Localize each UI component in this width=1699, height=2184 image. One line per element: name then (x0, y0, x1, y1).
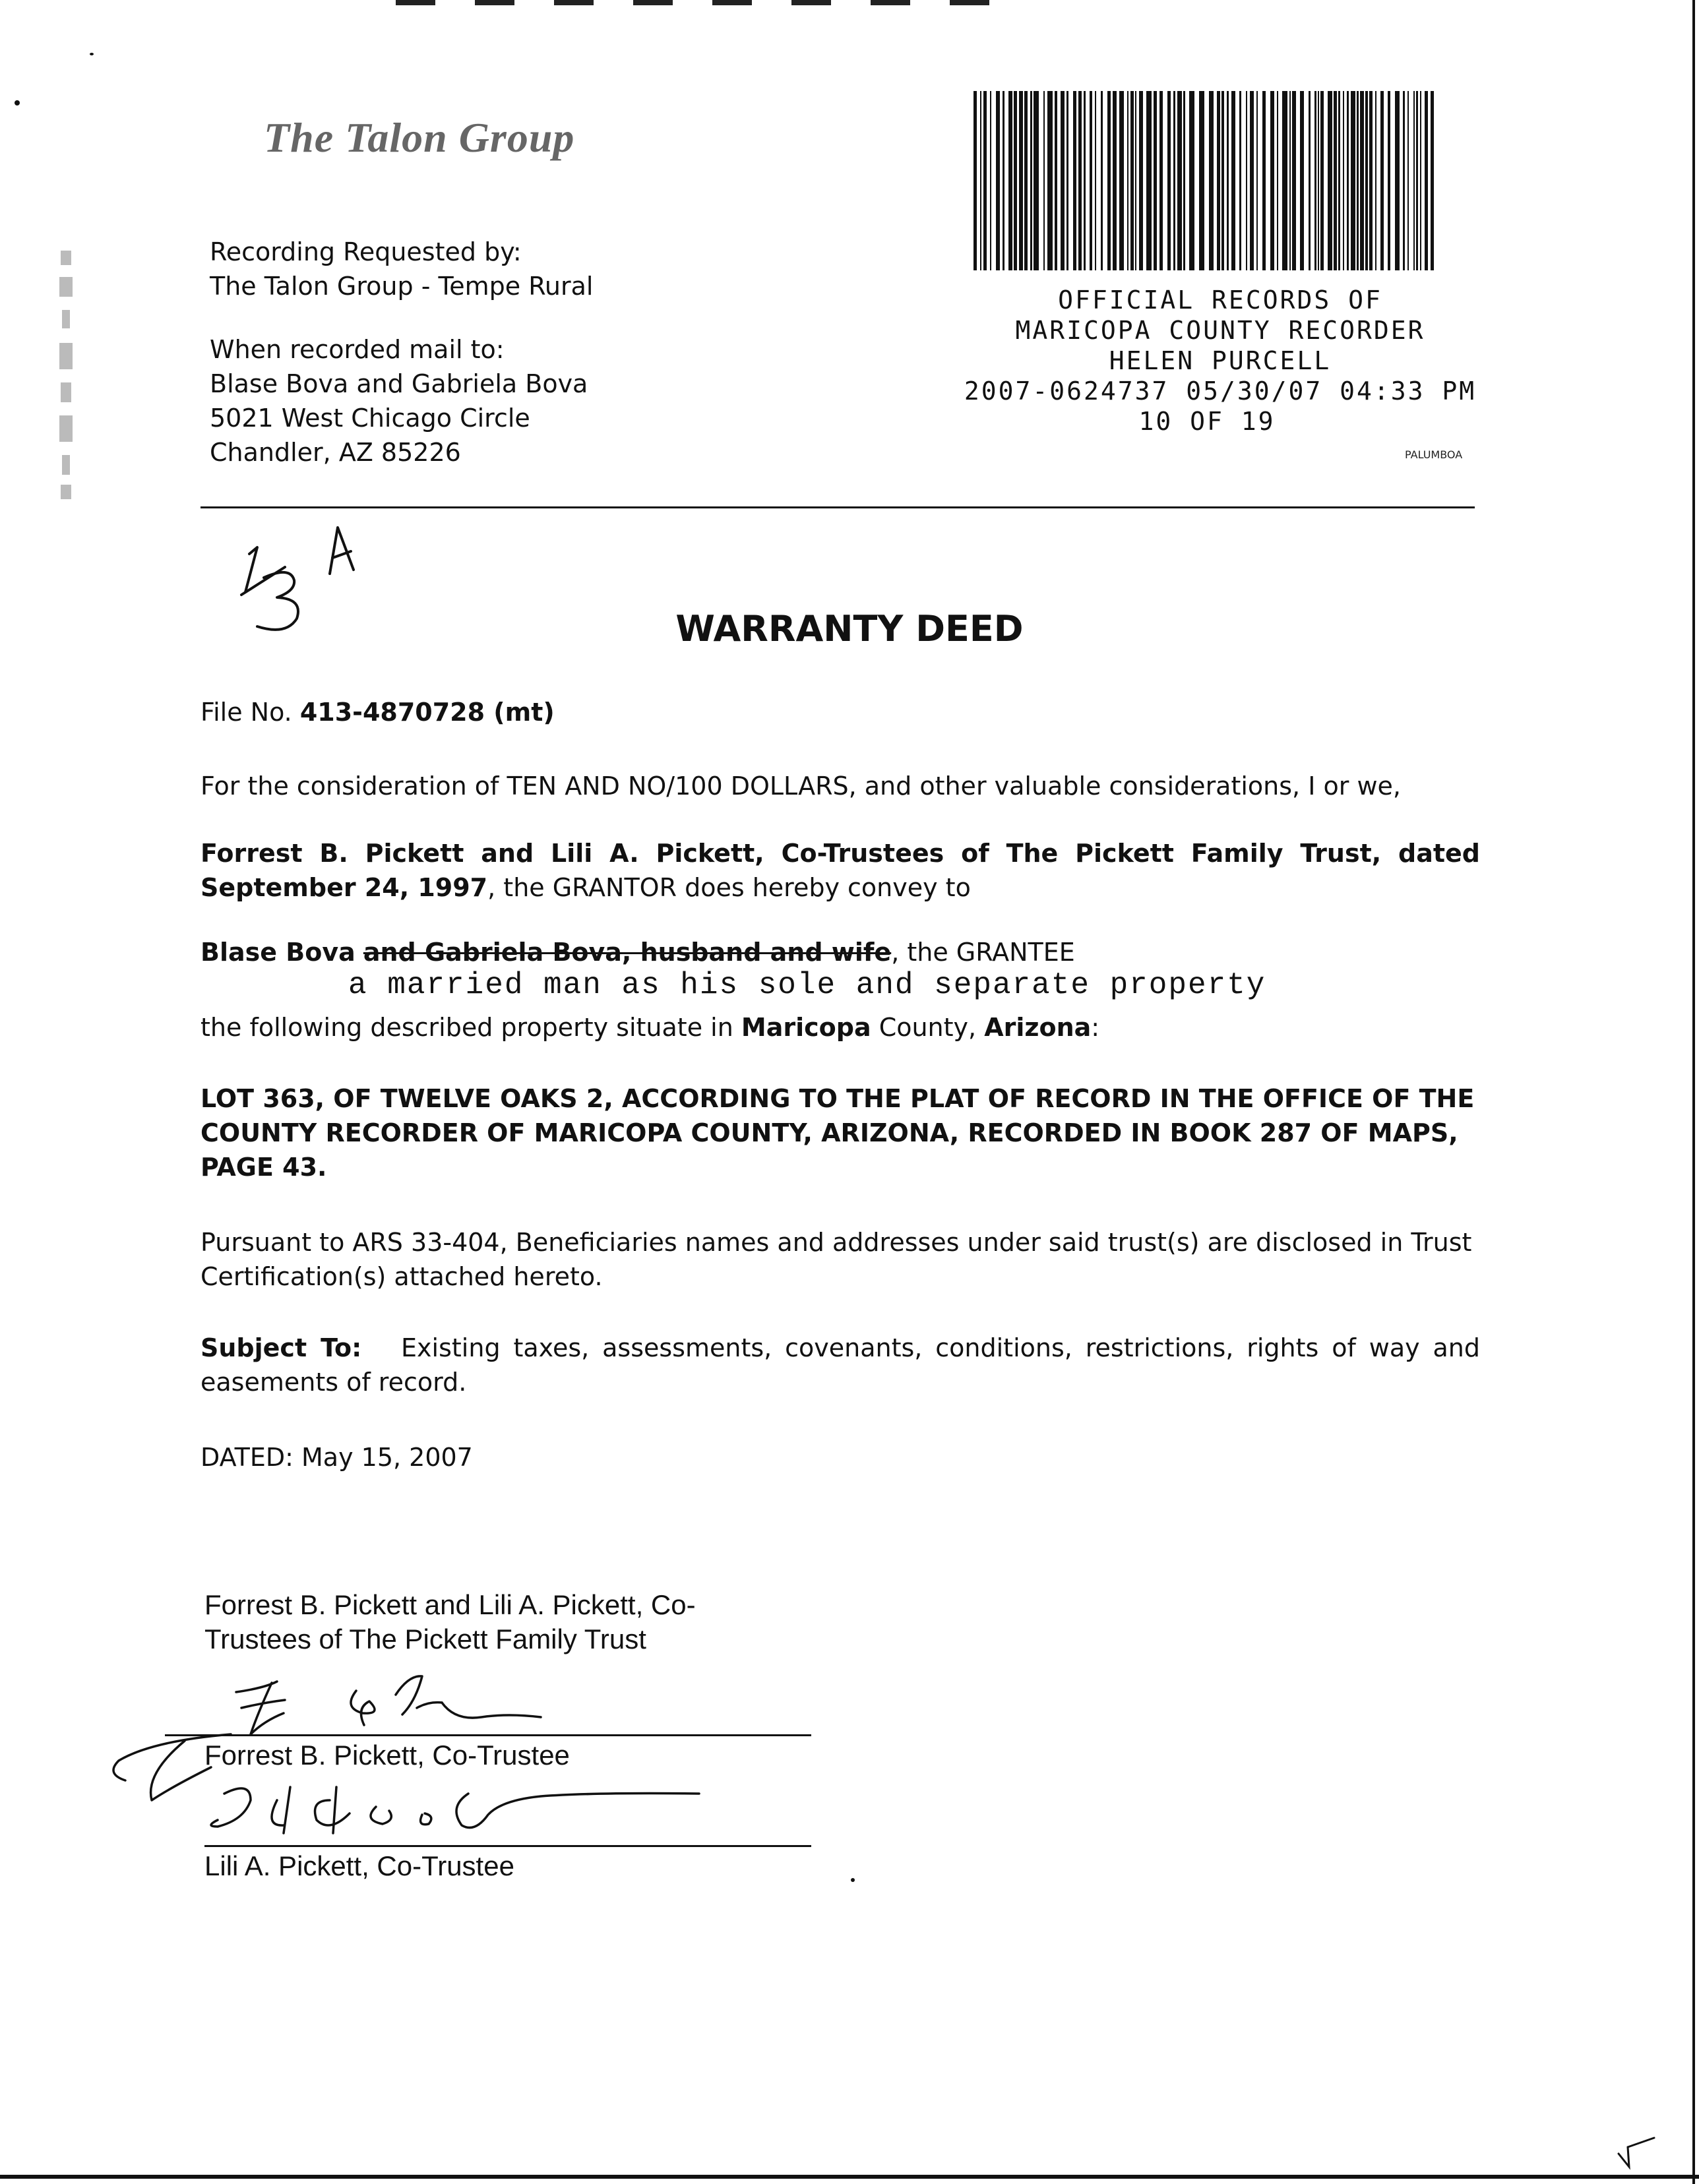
barcode-bar (1420, 91, 1421, 270)
page-border-right (1692, 0, 1695, 2184)
signer-2-name: Lili A. Pickett, Co-Trustee (204, 1850, 514, 1881)
barcode-bar (1024, 91, 1028, 270)
recording-info-block (210, 235, 593, 470)
mail-to-name: Blase Bova and Gabriela Bova (210, 369, 588, 398)
barcode-bar (1231, 91, 1235, 270)
barcode-bar (1119, 91, 1124, 270)
grantor-paragraph (201, 836, 1480, 905)
grantee-typed-vesting: a married man as his sole and separate property (348, 968, 1266, 1002)
barcode-bar (1189, 91, 1194, 270)
county-word: County, (879, 1013, 977, 1042)
signature-block-heading-1: Forrest B. Pickett and Lili A. Pickett, Co- (204, 1589, 696, 1620)
barcode-bar (1154, 91, 1157, 270)
barcode-bar (1270, 91, 1274, 270)
page-border-bottom (0, 2175, 1699, 2179)
barcode-bar (1183, 91, 1185, 270)
barcode-bar (1289, 91, 1291, 270)
barcode-bar (1403, 91, 1405, 270)
barcode-bar (983, 91, 987, 270)
property-intro-text: the following described property situate in (201, 1013, 733, 1042)
barcode-bar (1167, 91, 1171, 270)
recorder-stamp (923, 285, 1517, 437)
grantee-line (201, 935, 1480, 969)
mail-to-label: When recorded mail to: (210, 335, 505, 364)
barcode-bar (1300, 91, 1304, 270)
barcode-bar (1395, 91, 1400, 270)
barcode-bar (1431, 91, 1434, 270)
barcode-bar (1343, 91, 1344, 270)
barcode-bar (1357, 91, 1359, 270)
grantor-name: Forrest B. Pickett and Lili A. Pickett, Co-Trustees of The Pickett Family Trust, dated September 24, 1997 (201, 839, 1480, 902)
recording-barcode (973, 91, 1440, 270)
pursuant-paragraph: Pursuant to ARS 33-404, Beneficiaries names and addresses under said trust(s) are disclosed in Trust Certification(s) attached hereto. (201, 1228, 1472, 1291)
barcode-bar (1135, 91, 1136, 270)
barcode-bar (1199, 91, 1204, 270)
recorder-line-5: 10 OF 19 (1138, 407, 1276, 436)
barcode-bar (1073, 91, 1076, 270)
barcode-bar (1014, 91, 1017, 270)
barcode-bar (1146, 91, 1152, 270)
barcode-bar (1139, 91, 1143, 270)
property-intro: the following described property situate in Maricopa County, Arizona: (201, 1013, 1100, 1042)
county-name: Maricopa (741, 1013, 871, 1042)
legal-description: LOT 363, OF TWELVE OAKS 2, ACCORDING TO THE PLAT OF RECORD IN THE OFFICE OF THE COUNTY RECORDER OF MARICOPA COUNTY, ARIZONA, RECORDED IN BOOK 287 OF MAPS, PAGE 43. (201, 1084, 1475, 1182)
recording-requested-label: Recording Requested by: (210, 237, 522, 266)
barcode-bar (1314, 91, 1316, 270)
subject-to-label: Subject To: (201, 1333, 362, 1362)
barcode-bar (1334, 91, 1337, 270)
barcode-bar (1066, 91, 1068, 270)
margin-stamp-mark (53, 251, 79, 501)
signer-1-name: Forrest B. Pickett, Co-Trustee (204, 1740, 570, 1771)
barcode-bar (1347, 91, 1349, 270)
barcode-bar (1282, 91, 1287, 270)
grantee-name: Blase Bova (201, 938, 355, 967)
barcode-bar (1338, 91, 1340, 270)
barcode-bar (1246, 91, 1247, 270)
barcode-bar (1113, 91, 1117, 270)
barcode-bar (1360, 91, 1364, 270)
barcode-bar (1101, 91, 1103, 270)
barcode-bar (1061, 91, 1065, 270)
barcode-bar (1227, 91, 1229, 270)
barcode-bar (980, 91, 981, 270)
barcode-bar (1369, 91, 1373, 270)
file-number-label: File No. (201, 698, 292, 727)
document-title: WARRANTY DEED (675, 608, 1024, 650)
scan-speck (15, 100, 20, 106)
recorder-line-4: 2007-0624737 05/30/07 04:33 PM (964, 377, 1477, 406)
barcode-bar (1277, 91, 1278, 270)
barcode-bar (1019, 91, 1023, 270)
barcode-bar (1107, 91, 1111, 270)
signature-lili-pickett (198, 1774, 712, 1846)
barcode-bar (1351, 91, 1355, 270)
barcode-bar (1318, 91, 1319, 270)
barcode-bar (1177, 91, 1182, 270)
barcode-bar (1095, 91, 1096, 270)
scan-speck (851, 1878, 855, 1882)
grantee-tail: , the GRANTEE (891, 938, 1075, 967)
mail-to-street: 5021 West Chicago Circle (210, 404, 530, 433)
barcode-bar (1328, 91, 1332, 270)
barcode-bar (1030, 91, 1032, 270)
consideration-paragraph: For the consideration of TEN AND NO/100 DOLLARS, and other valuable considerations, I or we, (201, 772, 1401, 801)
recording-requested-by: The Talon Group - Tempe Rural (210, 272, 594, 301)
barcode-bar (1055, 91, 1057, 270)
grantee-struck-text: and Gabriela Bova, husband and wife (363, 938, 892, 967)
barcode-bar (1003, 91, 1004, 270)
barcode-bar (973, 91, 977, 270)
barcode-bar (1008, 91, 1012, 270)
barcode-bar (1407, 91, 1409, 270)
barcode-bar (1047, 91, 1053, 270)
subject-to-text: Existing taxes, assessments, covenants, conditions, restrictions, rights of way and easements of record. (201, 1333, 1480, 1397)
recorder-line-2: MARICOPA COUNTY RECORDER (1015, 316, 1425, 345)
barcode-bar (1425, 91, 1428, 270)
header-divider (201, 506, 1475, 508)
barcode-bar (1413, 91, 1415, 270)
barcode-bar (1375, 91, 1376, 270)
barcode-bar (1292, 91, 1296, 270)
barcode-bar (1090, 91, 1092, 270)
page-number-mark (1615, 2134, 1661, 2171)
barcode-bar (1159, 91, 1163, 270)
company-logo: The Talon Group (264, 114, 575, 161)
signature-line-1 (165, 1734, 811, 1736)
recorder-clerk: PALUMBOA (1405, 448, 1463, 461)
barcode-bar (1084, 91, 1086, 270)
state-name: Arizona (984, 1013, 1092, 1042)
barcode-bar (1043, 91, 1045, 270)
barcode-bar (1416, 91, 1418, 270)
mail-to-city: Chandler, AZ 85226 (210, 438, 461, 467)
file-number-line (201, 695, 555, 729)
barcode-bar (1250, 91, 1254, 270)
barcode-bar (1380, 91, 1384, 270)
scan-speck (90, 53, 94, 55)
barcode-bar (1078, 91, 1082, 270)
barcode-bar (996, 91, 1000, 270)
barcode-bar (1217, 91, 1220, 270)
barcode-bar (990, 91, 991, 270)
barcode-bar (1221, 91, 1224, 270)
file-number: 413-4870728 (mt) (299, 698, 555, 727)
grantor-tail: , the GRANTOR does hereby convey to (487, 873, 971, 902)
barcode-bar (1209, 91, 1214, 270)
barcode-bar (1388, 91, 1390, 270)
signature-block-heading-2: Trustees of The Pickett Family Trust (204, 1623, 646, 1654)
recorder-line-1: OFFICIAL RECORDS OF (1058, 286, 1382, 315)
dated-line: DATED: May 15, 2007 (201, 1443, 473, 1472)
subject-to-paragraph (201, 1331, 1480, 1399)
barcode-bar (1365, 91, 1368, 270)
barcode-bar (1256, 91, 1258, 270)
barcode-bar (1309, 91, 1311, 270)
barcode-bar (1262, 91, 1266, 270)
scan-artifact-top (396, 0, 1003, 5)
barcode-bar (1173, 91, 1175, 270)
barcode-bar (1320, 91, 1324, 270)
barcode-bar (1239, 91, 1241, 270)
recorder-line-3: HELEN PURCELL (1109, 346, 1332, 375)
signature-line-2 (204, 1845, 811, 1847)
barcode-bar (1127, 91, 1128, 270)
barcode-bar (1130, 91, 1134, 270)
barcode-bar (1034, 91, 1039, 270)
